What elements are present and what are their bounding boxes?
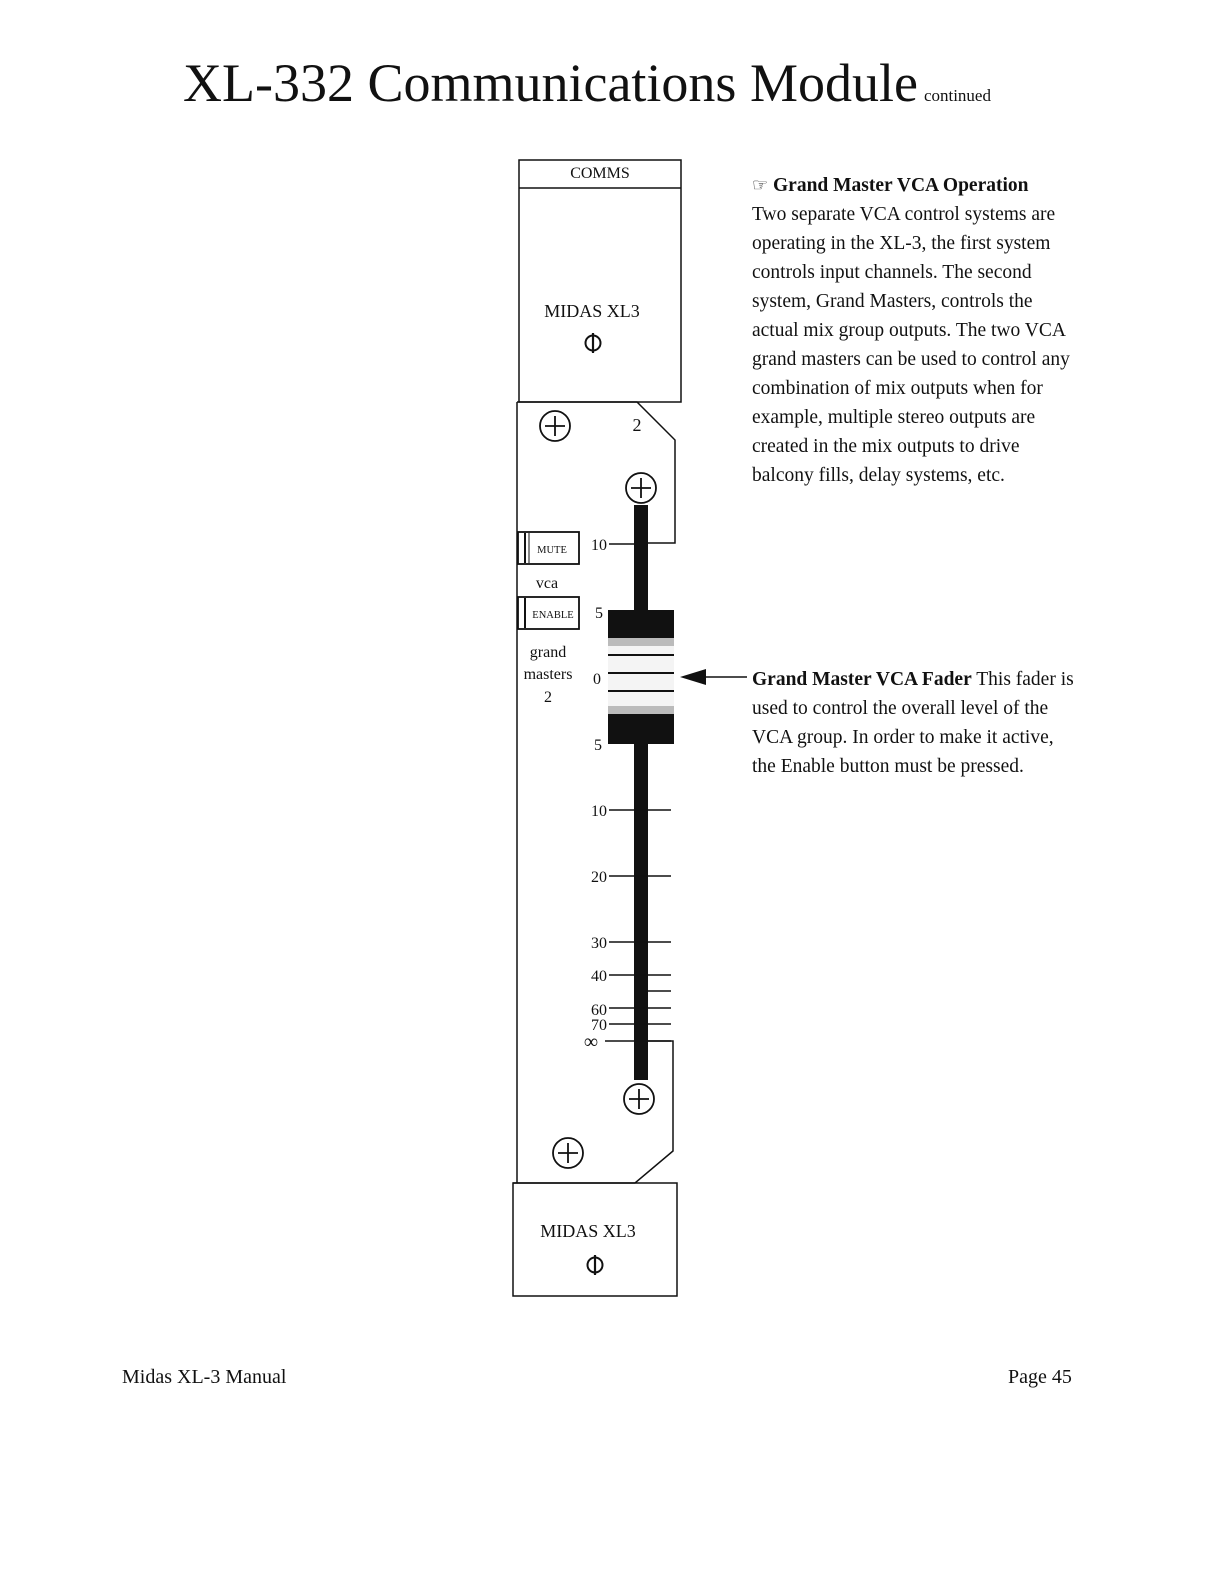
brand-top: MIDAS XL3 bbox=[544, 301, 640, 321]
title-continued: continued bbox=[923, 86, 991, 105]
group-label-grand: grand bbox=[529, 644, 567, 661]
module-diagram bbox=[505, 155, 695, 1305]
scale-label: 10 bbox=[591, 537, 607, 554]
page-title bbox=[183, 53, 991, 113]
corner-number: 2 bbox=[632, 415, 642, 435]
enable-button[interactable] bbox=[518, 597, 579, 629]
footer-manual-name: Midas XL-3 Manual bbox=[122, 1366, 287, 1388]
mute-button-label: MUTE bbox=[537, 545, 567, 556]
mute-button[interactable] bbox=[518, 532, 579, 564]
section-vca-fader bbox=[752, 665, 1077, 781]
section-vca-operation bbox=[752, 171, 1082, 490]
scale-label: 5 bbox=[595, 605, 603, 622]
fader-slot bbox=[634, 505, 648, 1080]
scale-label: 10 bbox=[591, 803, 607, 820]
group-label-masters: masters bbox=[523, 666, 573, 683]
section-vca-fader-heading: Grand Master VCA Fader bbox=[752, 669, 972, 690]
enable-button-label: ENABLE bbox=[532, 610, 574, 621]
pointing-hand-icon: ☞ bbox=[752, 175, 769, 195]
group-label-number: 2 bbox=[544, 689, 552, 706]
vca-label: vca bbox=[535, 575, 559, 592]
screw-fader-top-icon bbox=[626, 473, 656, 503]
scale-label: 60 bbox=[591, 1002, 607, 1019]
screw-fader-bottom-icon bbox=[624, 1084, 654, 1114]
comms-label: COMMS bbox=[570, 165, 630, 182]
section-vca-operation-body: Two separate VCA control systems are operating in the XL-3, the first system controls input channels. The second system, Grand Masters, controls the actual mix group outputs. The two VCA grand masters can be used to control any combination of mix outputs when for example, multiple stereo outputs are created in the mix outputs to drive balcony fills, delay systems, etc. bbox=[752, 204, 1070, 486]
pointer-arrow-icon bbox=[676, 666, 748, 688]
title-main: XL-332 Communications Module bbox=[183, 53, 918, 113]
screw-bottom-left-icon bbox=[553, 1138, 583, 1168]
vca-fader-knob[interactable] bbox=[608, 610, 674, 744]
screw-top-left-icon bbox=[540, 411, 570, 441]
footer-page-number: Page 45 bbox=[1008, 1366, 1072, 1388]
scale-label: 40 bbox=[591, 968, 607, 985]
scale-label: 30 bbox=[591, 935, 607, 952]
scale-label: 5 bbox=[594, 737, 602, 754]
section-vca-operation-heading: Grand Master VCA Operation bbox=[773, 175, 1029, 196]
scale-label: 0 bbox=[593, 671, 601, 688]
scale-label-infinity: ∞ bbox=[583, 1031, 599, 1053]
power-logo-bottom-icon bbox=[588, 1255, 603, 1275]
section-vca-fader-body: This fader is used to control the overall level of the VCA group. In order to make it active, the Enable button must be pressed. bbox=[752, 669, 1074, 777]
power-logo-icon bbox=[586, 333, 601, 353]
scale-label: 70 bbox=[591, 1017, 607, 1034]
scale-label: 20 bbox=[591, 869, 607, 886]
brand-bottom: MIDAS XL3 bbox=[540, 1221, 636, 1241]
